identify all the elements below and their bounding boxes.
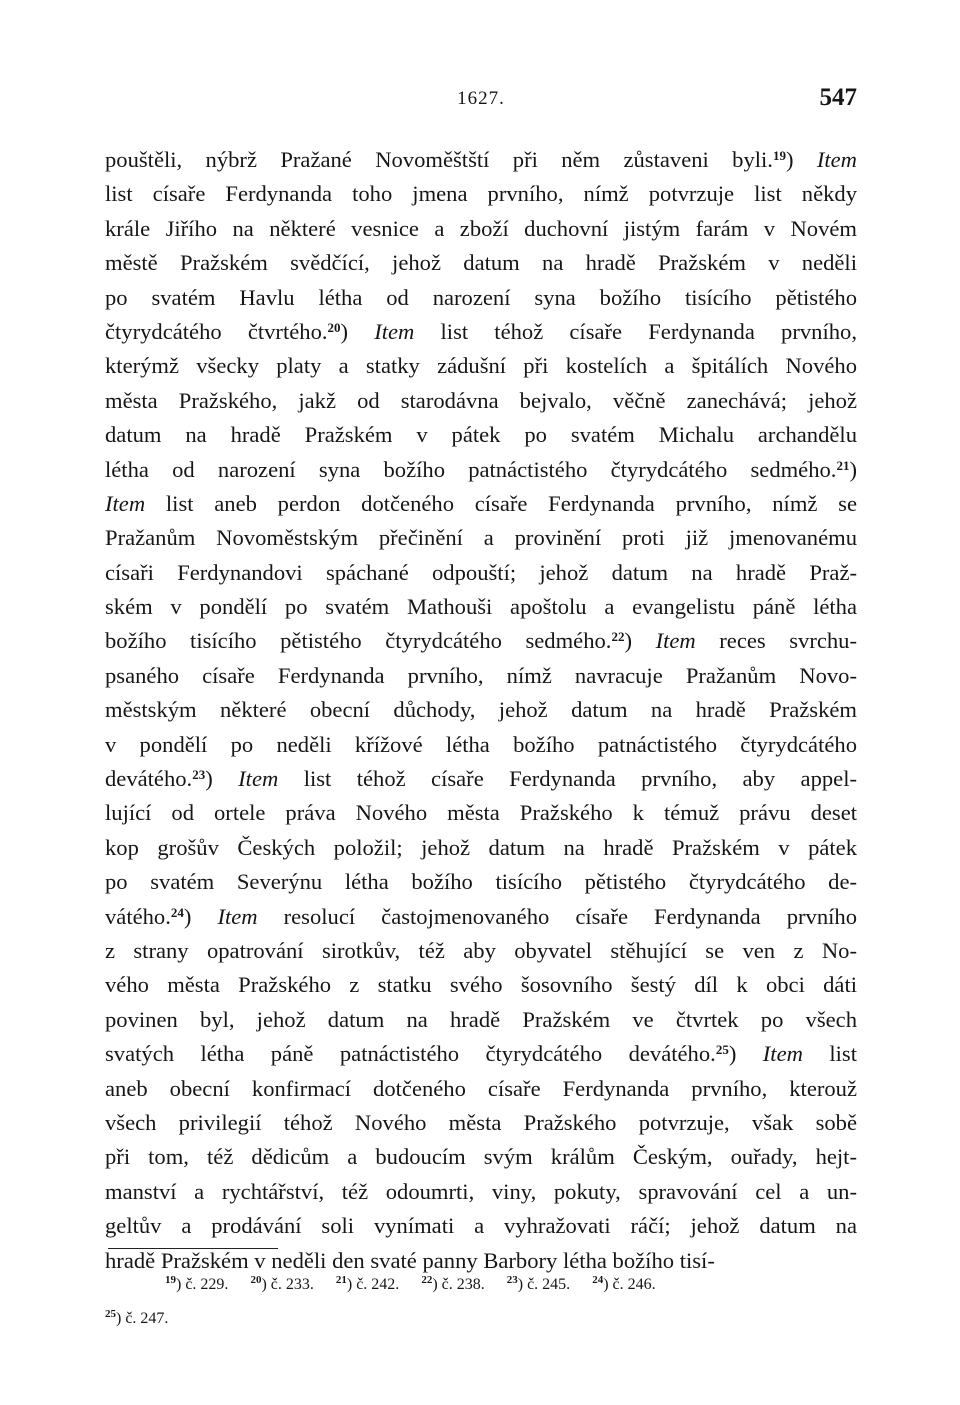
text-segment: svatých létha páně patnáctistého čtyrydcátého devátého. — [105, 1041, 716, 1067]
text-segment: při tom, též dědicům a budoucím svým králům Českým, ouřady, hejt- — [105, 1144, 857, 1170]
italic-word: Item — [655, 628, 696, 654]
text-line — [105, 143, 857, 177]
footnote-reference: ) č. 245. — [517, 1276, 571, 1293]
text-segment: města Pražského, jakž od starodávna bejvalo, věčně zanechává; jehož — [105, 387, 857, 413]
footnote-number: 22 — [421, 1273, 433, 1286]
footnote-marker: 24 — [170, 904, 184, 920]
text-line — [105, 487, 857, 521]
text-line — [105, 212, 857, 246]
text-segment: městským některé obecní důchody, jehož datum na hradě Pražském — [105, 697, 857, 723]
text-segment: reces svrchu- — [695, 628, 857, 654]
italic-word: Item — [238, 766, 279, 792]
text-line — [105, 177, 857, 211]
text-segment: kterýmž všecky platy a statky zádušní při kostelích a špitálích Nového — [105, 353, 857, 379]
footnote-item — [421, 1273, 485, 1293]
footnote-item — [105, 1307, 169, 1327]
text-line — [105, 1175, 857, 1209]
text-segment: krále Jiřího na některé vesnice a zboží duchovní jistým farám v Novém — [105, 215, 857, 241]
footnote-item — [592, 1273, 656, 1293]
text-segment: ském v pondělí po svatém Mathouši apoštolu a evangelistu páně létha — [105, 594, 857, 620]
text-line — [105, 521, 857, 555]
footnote-number: 21 — [335, 1273, 347, 1286]
text-segment: všech privilegií téhož Nového města Pražského potvrzuje, však sobě — [105, 1109, 857, 1135]
footnote-marker: 19 — [772, 147, 786, 163]
italic-word: Item — [762, 1041, 803, 1067]
text-segment: čtyrydcátého čtvrtého. — [105, 318, 328, 344]
text-line — [105, 865, 857, 899]
text-line — [105, 349, 857, 383]
text-line — [105, 796, 857, 830]
text-segment: hradě Pražském v neděli den svaté panny Barbory létha božího tisí- — [105, 1247, 715, 1273]
text-segment: v pondělí po neděli křížové létha božího patnáctistého čtyrydcátého — [105, 731, 857, 757]
italic-word: Item — [105, 490, 146, 516]
text-segment: list císaře Ferdynanda toho jmena prvního, nímž potvrzuje list někdy — [105, 181, 857, 207]
footnote-item — [506, 1273, 571, 1293]
text-line — [105, 968, 857, 1002]
text-segment: list téhož císaře Ferdynanda prvního, aby appel- — [278, 766, 857, 792]
text-segment: císaři Ferdynandovi spáchané odpouští; jehož datum na hradě Praž- — [105, 559, 857, 585]
text-segment: ) — [340, 318, 375, 344]
text-line — [105, 693, 857, 727]
text-line — [105, 934, 857, 968]
text-segment: resolucí častojmenovaného císaře Ferdynanda prvního — [257, 903, 857, 929]
footnote-marker: 20 — [327, 319, 341, 335]
footnote-marker: 25 — [715, 1042, 729, 1058]
text-line — [105, 590, 857, 624]
text-line — [105, 1072, 857, 1106]
text-segment: psaného císaře Ferdynanda prvního, nímž navracuje Pražanům Novo- — [105, 662, 857, 688]
text-line — [105, 1106, 857, 1140]
text-segment: po svatém Havlu létha od narození syna božího tisícího pětistého — [105, 284, 857, 310]
text-line — [105, 281, 857, 315]
text-line — [105, 762, 857, 796]
text-segment: ) — [205, 766, 239, 792]
text-segment: lující od ortele práva Nového města Pražského k témuž právu deset — [105, 800, 857, 826]
text-segment: povinen byl, jehož datum na hradě Pražském ve čtvrtek po všech — [105, 1006, 857, 1032]
footnote-number: 23 — [506, 1273, 518, 1286]
text-segment: kop grošův Českých položil; jehož datum na hradě Pražském v pátek — [105, 834, 857, 860]
page-number: 547 — [819, 84, 857, 111]
text-segment: devátého. — [105, 766, 193, 792]
text-segment: list aneb perdon dotčeného císaře Ferdynanda prvního, nímž se — [145, 490, 857, 516]
footnotes — [105, 1268, 857, 1336]
text-line — [105, 659, 857, 693]
page-header — [105, 84, 857, 118]
footnote-line — [105, 1268, 857, 1302]
text-segment: městě Pražském svědčící, jehož datum na hradě Pražském v neděli — [105, 250, 857, 276]
footnote-marker: 23 — [192, 766, 206, 782]
footnote-line — [105, 1302, 857, 1336]
text-line — [105, 453, 857, 487]
footnote-item — [165, 1273, 229, 1293]
text-line — [105, 384, 857, 418]
text-segment: ) — [849, 456, 857, 482]
text-segment: ) — [728, 1041, 763, 1067]
text-segment: pouštěli, nýbrž Pražané Novoměštští při něm zůstaveni byli. — [105, 147, 773, 172]
text-line — [105, 556, 857, 590]
text-line — [105, 246, 857, 280]
text-segment: list — [802, 1041, 857, 1067]
footnote-marker: 21 — [836, 457, 850, 473]
footnote-rule — [108, 1248, 278, 1249]
text-segment: datum na hradě Pražském v pátek po svatém Michalu archandělu — [105, 422, 857, 448]
text-segment: vého města Pražského z statku svého šosovního šestý díl k obci dáti — [105, 972, 857, 998]
text-segment: vátého. — [105, 903, 171, 929]
text-segment: z strany opatrování sirotkův, též aby obyvatel stěhující se ven z No- — [105, 937, 857, 963]
text-segment: božího tisícího pětistého čtyrydcátého sedmého. — [105, 628, 612, 654]
body-text — [105, 143, 857, 1278]
text-line — [105, 315, 857, 349]
text-line — [105, 1037, 857, 1071]
text-segment: Pražanům Novoměstským přečinění a provinění proti již jmenovanému — [105, 525, 857, 551]
text-segment: ) — [785, 147, 817, 172]
text-line — [105, 900, 857, 934]
text-line — [105, 418, 857, 452]
footnote-reference: ) č. 246. — [603, 1276, 656, 1293]
footnote-reference: ) č. 229. — [176, 1276, 229, 1293]
footnote-number: 24 — [592, 1273, 604, 1286]
text-segment: ) — [183, 903, 218, 929]
text-segment: manství a rychtářství, též odoumrti, viny, pokuty, spravování cel a un- — [105, 1178, 857, 1204]
footnote-item — [250, 1273, 314, 1293]
italic-word: Item — [374, 318, 415, 344]
text-segment: po svatém Severýnu létha božího tisícího pětistého čtyrydcátého de- — [105, 869, 857, 895]
text-line — [105, 728, 857, 762]
footnote-reference: ) č. 242. — [346, 1276, 400, 1293]
text-line — [105, 831, 857, 865]
italic-word: Item — [816, 147, 857, 172]
footnote-number: 20 — [250, 1273, 262, 1286]
footnote-reference: ) č. 233. — [261, 1276, 314, 1293]
text-line — [105, 1209, 857, 1243]
running-head-year: 1627. — [457, 88, 505, 109]
footnote-item — [335, 1273, 400, 1293]
text-segment: geltův a prodávání soli vynímati a vyhražovati ráčí; jehož datum na — [105, 1213, 857, 1239]
footnote-reference: ) č. 238. — [432, 1276, 485, 1293]
text-segment: létha od narození syna božího patnáctistého čtyrydcátého sedmého. — [105, 456, 837, 482]
text-segment: list téhož císaře Ferdynanda prvního, — [414, 318, 857, 344]
footnote-number: 19 — [165, 1273, 176, 1286]
footnote-number: 25 — [105, 1307, 116, 1320]
text-line — [105, 1140, 857, 1174]
text-segment: aneb obecní konfirmací dotčeného císaře Ferdynanda prvního, kterouž — [105, 1075, 857, 1101]
footnote-reference: ) č. 247. — [116, 1310, 169, 1327]
text-line — [105, 1003, 857, 1037]
footnote-marker: 22 — [611, 629, 625, 645]
italic-word: Item — [217, 903, 258, 929]
text-segment: ) — [624, 628, 656, 654]
text-line — [105, 624, 857, 658]
